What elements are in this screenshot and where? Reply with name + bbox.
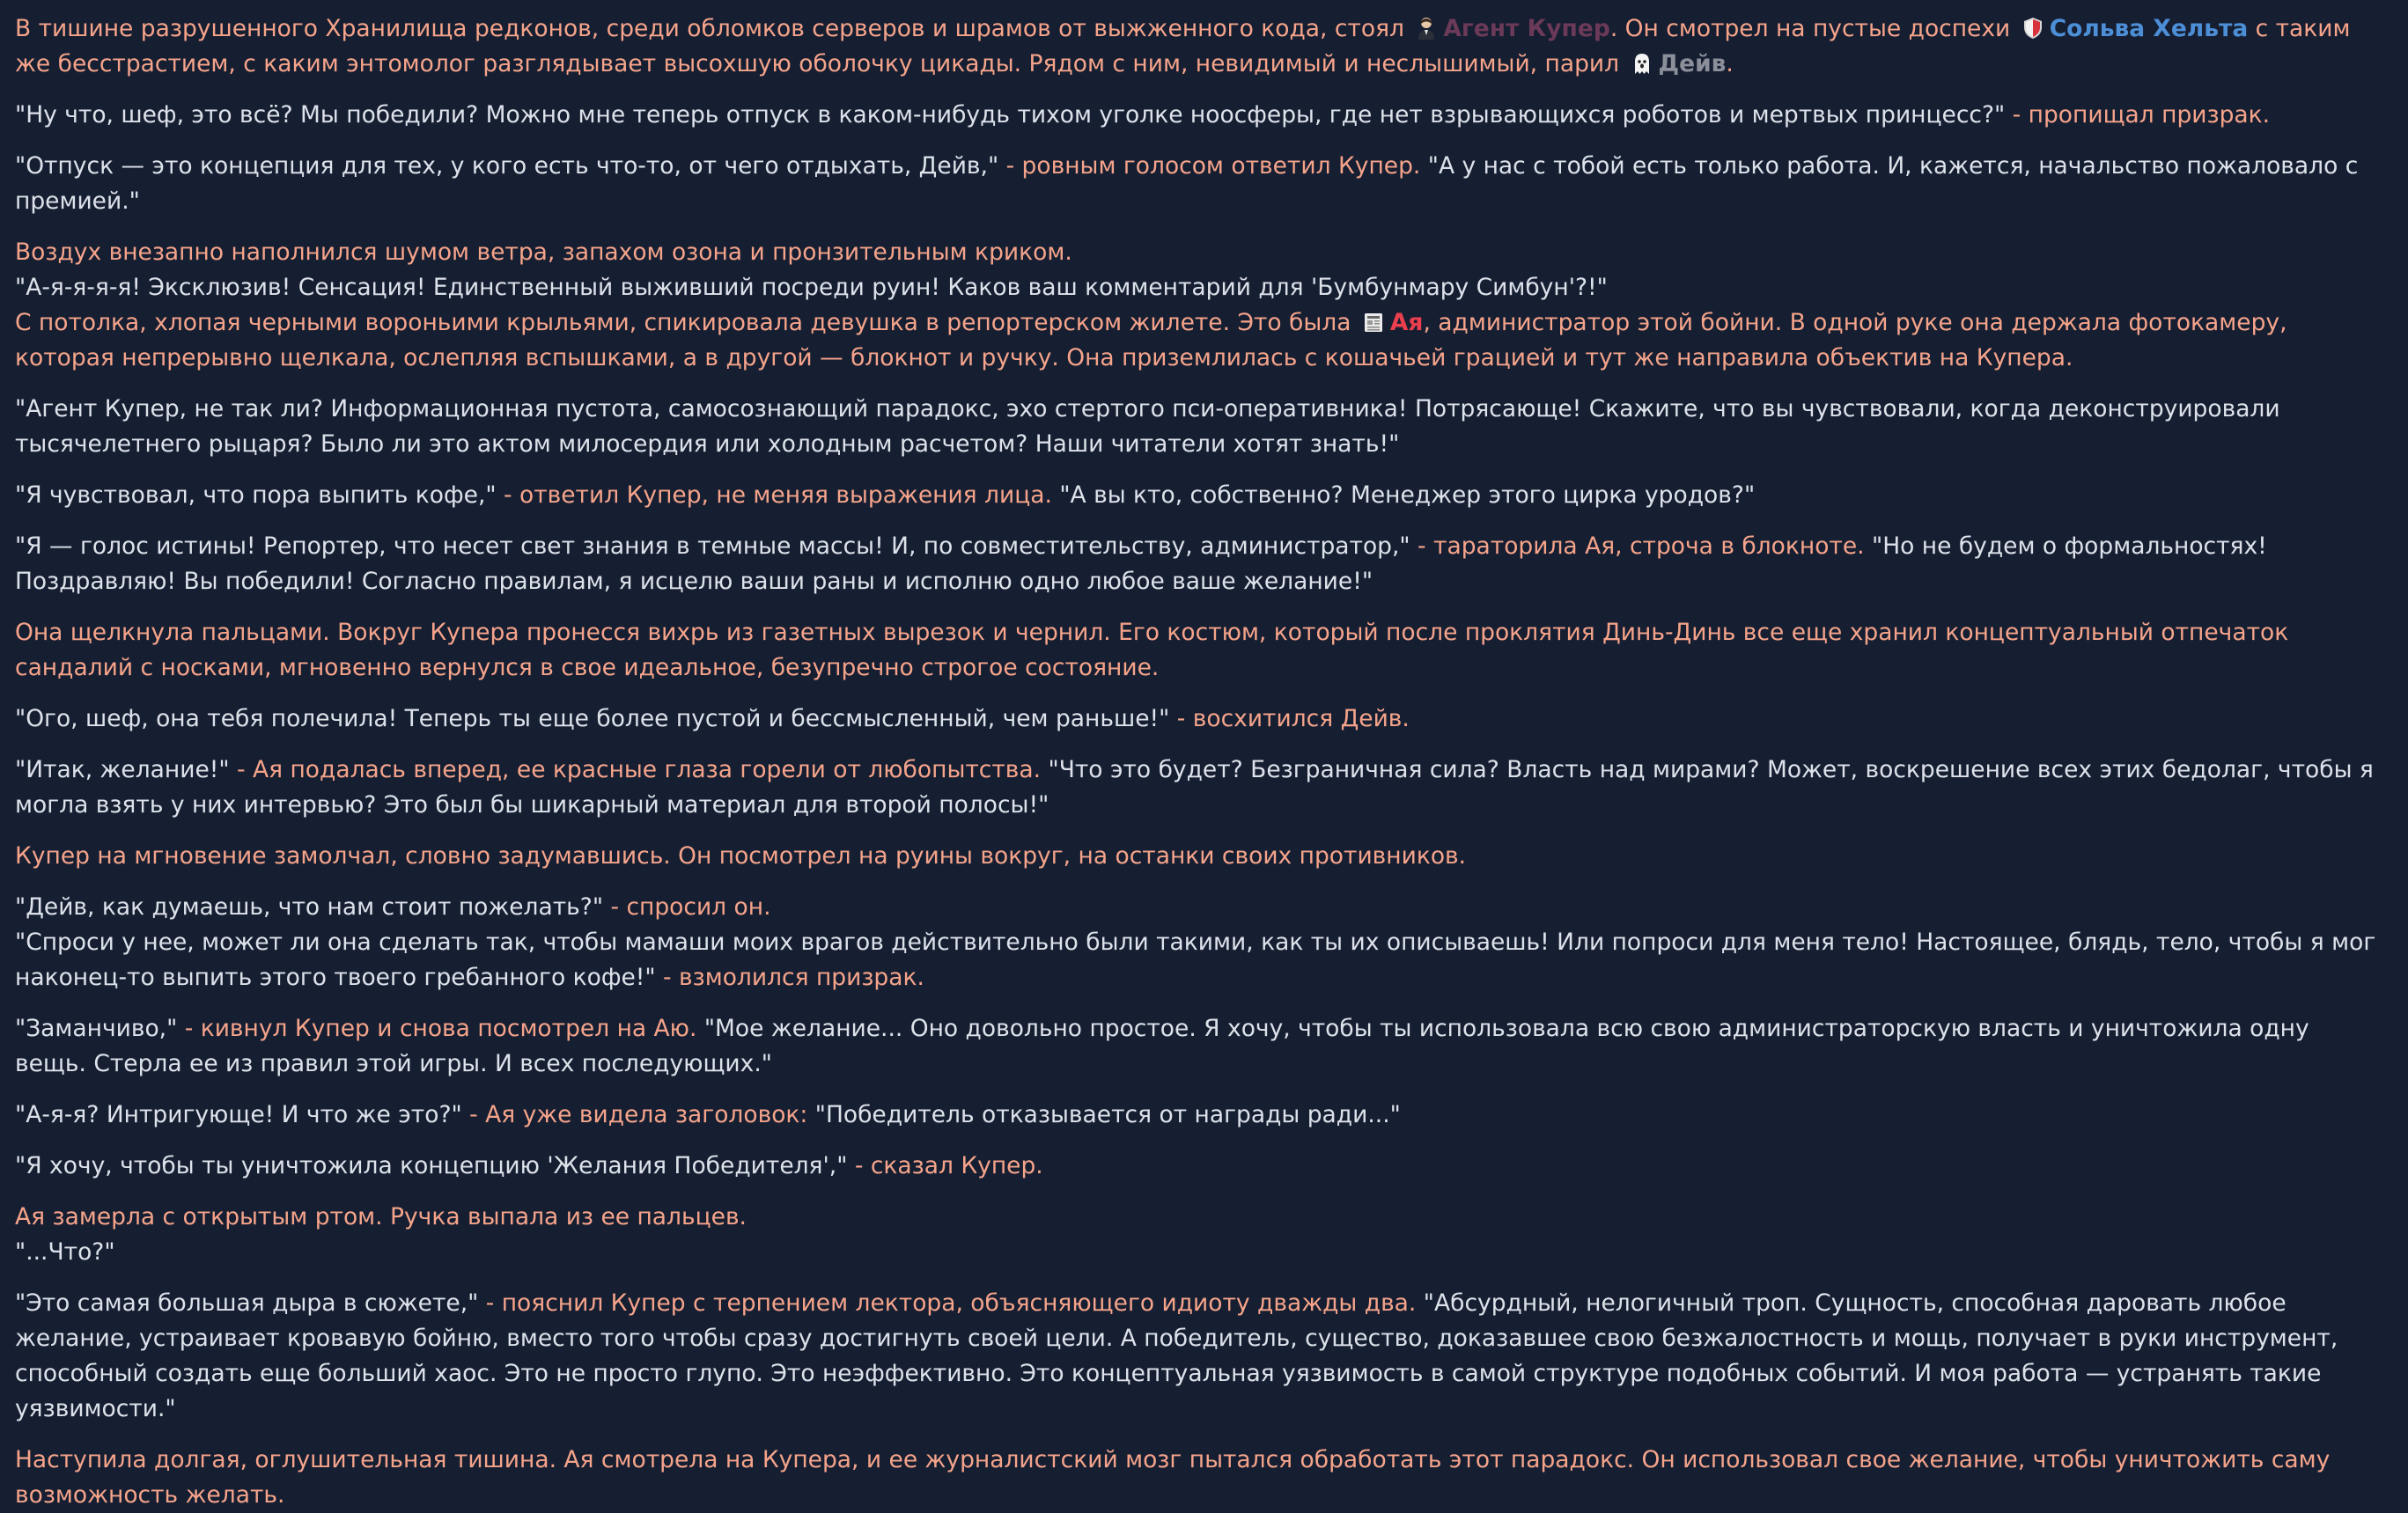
dialogue-text: "Ну что, шеф, это всё? Мы победили? Можно мне теперь отпуск в каком-нибудь тихом уголке ноосферы, где нет взрывающихся роботов и мертвых принцесс?" <box>15 101 2006 129</box>
dialogue-text: "Но не будем о формальностях! Поздравляю! Вы победили! Согласно правилам, я исцелю ваши раны и исполню одно любое ваше желание!" <box>15 532 2267 595</box>
narration-message <box>15 615 2379 686</box>
narration-text: - Ая подалась вперед, ее красные глаза горели от любопытства. <box>229 756 1049 783</box>
dialogue-text: "Агент Купер, не так ли? Информационная пустота, самосознающий парадокс, эхо стертого пси-оперативника! Потрясающе! Скажите, что вы чувствовали, когда деконструировали тысячелетнего рыцаря? Было ли это актом милосердия или холодным расчетом? Наши читатели хотят знать!" <box>15 395 2280 458</box>
dialogue-text: "А у нас с тобой есть только работа. И, кажется, начальство пожаловало с премией." <box>15 152 2359 215</box>
dialogue-text: "А вы кто, собственно? Менеджер этого цирка уродов?" <box>1059 481 1756 509</box>
narration-text: . Он смотрел на пустые доспехи <box>1609 15 2018 42</box>
newspaper-icon <box>1362 310 1385 334</box>
dialogue-text: "А-я-я? Интригующе! И что же это?" <box>15 1101 462 1128</box>
narration-message <box>15 11 2379 82</box>
dialogue-text: "Что это будет? Безграничная сила? Власть над мирами? Может, воскрешение всех этих бедолаг, чтобы я могла взять у них интервью? Это был бы шикарный материал для второй полосы!" <box>15 756 2374 819</box>
dialogue-message <box>15 701 2379 737</box>
character-name-deiv[interactable]: Дейв <box>1658 50 1727 77</box>
dialogue-text: "Я чувствовал, что пора выпить кофе," <box>15 481 497 509</box>
narration-text: с таким же бесстрастием, с каким энтомолог разглядывает высохшую оболочку цикады. Рядом с ним, невидимый и неслышимый, парил <box>15 15 2351 77</box>
character-name-cooper[interactable]: Агент Купер <box>1443 15 1610 42</box>
dialogue-message <box>15 478 2379 513</box>
narration-text: - взмолился призрак. <box>655 964 924 991</box>
character-name-solva[interactable]: Сольва Хельта <box>2049 15 2249 42</box>
narration-message <box>15 839 2379 874</box>
ghost-icon <box>1631 51 1653 76</box>
dialogue-text: "Абсурдный, нелогичный троп. Сущность, способная даровать любое желание, устраивает кровавую бойню, вместо того чтобы сразу достигнуть своей цели. А победитель, существо, доказавшее свою безжалостность и мощь, получает в руки инструмент, способный создать еще больший хаос. Это не просто глупо. Это неэффективно. Это концептуальная уязвимость в самой структуре подобных событий. И моя работа — устранять такие уязвимости." <box>15 1289 2338 1422</box>
narration-text: Воздух внезапно наполнился шумом ветра, запахом озона и пронзительным криком. <box>15 239 1072 266</box>
narration-text: В тишине разрушенного Хранилища редконов, среди обломков серверов и шрамов от выжженного кода, стоял <box>15 15 1412 42</box>
narration-text: - сказал Купер. <box>847 1152 1043 1179</box>
narration-message <box>15 1200 2379 1270</box>
narration-text: - пропищал призрак. <box>2005 101 2271 129</box>
dialogue-text: "Заманчиво," <box>15 1015 178 1042</box>
narration-message <box>15 235 2379 376</box>
dialogue-text: "Итак, желание!" <box>15 756 230 783</box>
narration-text: Она щелкнула пальцами. Вокруг Купера пронесся вихрь из газетных вырезок и чернил. Его костюм, который после проклятия Динь-Динь все еще хранил концептуальный отпечаток сандалий с носками, мгновенно вернулся в свое идеальное, безупречно строгое состояние. <box>15 619 2289 681</box>
narration-text: - Ая уже видела заголовок: <box>461 1101 815 1128</box>
dialogue-message <box>15 753 2379 823</box>
narration-text: - пояснил Купер с терпением лектора, объясняющего идиоту дважды два. <box>478 1289 1424 1317</box>
dialogue-text: "Мое желание... Оно довольно простое. Я хочу, чтобы ты использовала всю свою администраторскую власть и уничтожила одну вещь. Стерла ее из правил этой игры. И всех последующих." <box>15 1015 2309 1077</box>
narration-text: - кивнул Купер и снова посмотрел на Аю. <box>177 1015 704 1042</box>
dialogue-message <box>15 1098 2379 1133</box>
dialogue-text: "Победитель отказывается от награды ради..." <box>814 1101 1401 1128</box>
dialogue-text: "Я хочу, чтобы ты уничтожила концепцию 'Желания Победителя'," <box>15 1152 848 1179</box>
narration-text: Ая замерла с открытым ртом. Ручка выпала из ее пальцев. <box>15 1203 747 1230</box>
dialogue-message <box>15 890 2379 995</box>
narration-text: - тараторила Ая, строча в блокноте. <box>1410 532 1873 560</box>
dialogue-message <box>15 1149 2379 1184</box>
dialogue-text: "Спроси у нее, может ли она сделать так, чтобы мамаши моих врагов действительно были такими, как ты их описываешь! Или попроси для меня тело! Настоящее, блядь, тело, чтобы я мог наконец-то выпить этого твоего гребанного кофе!" <box>15 929 2376 991</box>
dialogue-message <box>15 392 2379 462</box>
narration-text: , администратор этой бойни. В одной руке она держала фотокамеру, которая непрерывно щелкала, ослепляя вспышками, а в другой — блокнот и ручку. Она приземлилась с кошачьей грацией и тут же направила объектив на Купера. <box>15 309 2287 371</box>
dialogue-message <box>15 1011 2379 1082</box>
dialogue-message <box>15 529 2379 599</box>
chat-log <box>15 11 2379 1513</box>
dialogue-text: "Ого, шеф, она тебя полечила! Теперь ты еще более пустой и бессмысленный, чем раньше!" <box>15 705 1170 732</box>
dialogue-text: "Я — голос истины! Репортер, что несет свет знания в темные массы! И, по совместительству, администратор," <box>15 532 1410 560</box>
narration-text: Наступила долгая, оглушительная тишина. Ая смотрела на Купера, и ее журналистский мозг пытался обработать этот парадокс. Он использовал свое желание, чтобы уничтожить саму возможность желать. <box>15 1446 2331 1509</box>
dialogue-text: "Отпуск — это концепция для тех, у кого есть что-то, от чего отдыхать, Дейв," <box>15 152 999 180</box>
narration-text: - восхитился Дейв. <box>1169 705 1410 732</box>
narration-text: . <box>1726 50 1734 77</box>
character-name-aya[interactable]: Ая <box>1389 309 1424 336</box>
narration-message <box>15 1443 2379 1513</box>
dialogue-text: "...Что?" <box>15 1238 115 1266</box>
dialogue-message <box>15 1286 2379 1427</box>
dialogue-text: "Дейв, как думаешь, что нам стоит пожелать?" <box>15 893 604 921</box>
agent-avatar-icon <box>1415 16 1438 40</box>
narration-text: - ответил Купер, не меняя выражения лица. <box>496 481 1060 509</box>
narration-text: Купер на мгновение замолчал, словно задумавшись. Он посмотрел на руины вокруг, на останки своих противников. <box>15 842 1467 870</box>
narration-text: - ровным голосом ответил Купер. <box>998 152 1428 180</box>
narration-text: - спросил он. <box>603 893 771 921</box>
narration-text: С потолка, хлопая черными вороньими крыльями, спикировала девушка в репортерском жилете. Это была <box>15 309 1359 336</box>
dialogue-text: "А-я-я-я-я! Эксклюзив! Сенсация! Единственный выживший посреди руин! Каков ваш комментарий для 'Бумбунмару Симбун'?!" <box>15 274 1608 301</box>
shield-icon <box>2021 16 2044 40</box>
dialogue-text: "Это самая большая дыра в сюжете," <box>15 1289 479 1317</box>
dialogue-message <box>15 149 2379 219</box>
dialogue-message <box>15 98 2379 133</box>
